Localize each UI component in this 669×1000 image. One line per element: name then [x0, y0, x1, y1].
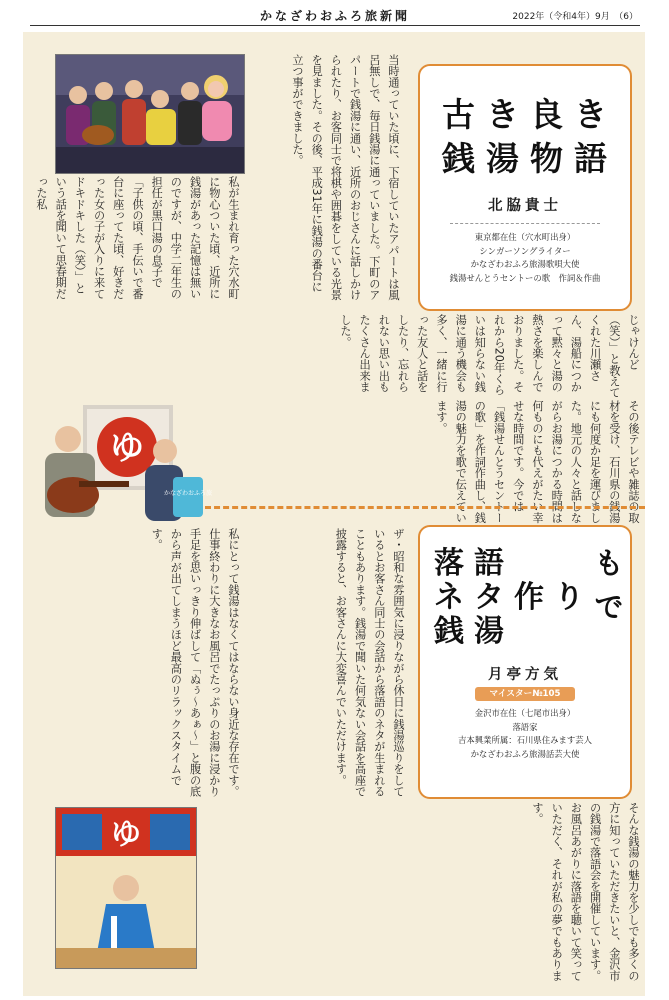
guitar-photo	[23, 395, 213, 523]
bottom-article-col-2: ザ・昭和な雰囲気に浸りながら休日に銭湯巡りをしているとお客さん同士の会話から落語のネタが生まれることもあります。銭湯で聞いた何気ない会話を高座で披露すると、お客さんに大変喜んでいただけます。	[334, 528, 405, 797]
stage-photo	[55, 54, 245, 174]
issue-date: 2022年（令和4年）9月 （6）	[512, 12, 638, 22]
top-article-col-4: じゃけんど（笑）」と教えてくれた川瀬さん、湯船につかって黙々と湯の熱さを楽しんでおりました。それから20年くらいは知らない銭湯に通う機会も多く、一緒に行った友人と話をしたり、忘れられない思い出もたくさん出来ました。	[338, 314, 640, 398]
bottom-title-card	[418, 525, 632, 799]
bottom-article-col-3: そんな銭湯の魅力を少しでも多くの方に知っていただきたいと、金沢市の銭湯で落語会を開催しています。お風呂あがりに落語を聴いて笑っていただく、それが私の夢でもあります。	[530, 802, 640, 982]
top-title: 古き良き 銭湯物語	[442, 95, 618, 178]
bottom-author: 月亭方気	[488, 666, 562, 683]
top-article-col-3: 当時通っていた頃に、下宿していたアパートは風呂無しで、毎日銭湯に通っていました。下町のアパートで銭湯に通い、近所のおじさんに話しかけられたり、お客同士で将棋や囲碁をしている光景を見ました。その後、平成31年に銭湯の番台に立つ事ができました。	[290, 54, 400, 301]
header-rule	[30, 25, 640, 26]
top-author: 北脇貴士	[488, 197, 562, 214]
top-title-card	[418, 64, 632, 311]
newspaper-name: かなざわおふろ旅新聞	[259, 9, 410, 23]
page-header	[30, 0, 640, 28]
top-article-col-1: 私が生まれ育った穴水町に物心ついた頃、近所に銭湯があった記憶は無いのですが、中学二年生の担任が黒口湯の息子で「子供の頃、手伝いで番台に座ってた頃、好きだった女の子が入りに来てドキドキした（笑）」という話を聞いて思春期だった私	[34, 176, 240, 300]
banner-glyph: ゆ	[111, 817, 141, 852]
top-article-col-5: その後テレビや雑誌の取材を受け、石川県の銭湯にも何度か足を運びました。地元の人々と話しながらお湯につかる時間は何ものにも代えがたい幸せな時間です。今では「銭湯せんとうセントーの歌」を作詞作曲し、銭湯の魅力を歌で伝えています。	[434, 400, 640, 524]
meister-badge: マイスター№105	[475, 687, 575, 701]
bottom-title: 落語 ネタ作り 銭湯	[434, 546, 594, 649]
bag-text: かなざわおふろ旅	[163, 490, 213, 497]
bottom-title-right: もで	[588, 547, 623, 635]
sign-glyph: ゆ	[110, 428, 144, 468]
top-divider	[450, 223, 600, 224]
bottom-author-info: 金沢市在住（七尾市出身） 落語家 吉本興業所属：石川県住みます芸人 かなざわおふろ旅湯話芸大使	[458, 708, 592, 759]
article-separator	[205, 506, 645, 509]
rakugo-photo	[55, 807, 197, 969]
page-frame	[23, 32, 645, 996]
top-author-info: 東京都在住（穴水町出身） シンガーソングライター かなざわおふろ旅湯歌唄大使 銭湯せんとうセントーの歌 作詞＆作曲	[449, 232, 601, 283]
bottom-article-col-1: 私にとって銭湯はなくてはならない身近な存在です。仕事終わりに大きなお風呂でたっぷりのお湯に浸かり手足を思いっきり伸ばして「ぬぅ～あぁ～」と腹の底から声が出てしまうほど最高のリラックスタイムです。	[150, 528, 240, 797]
